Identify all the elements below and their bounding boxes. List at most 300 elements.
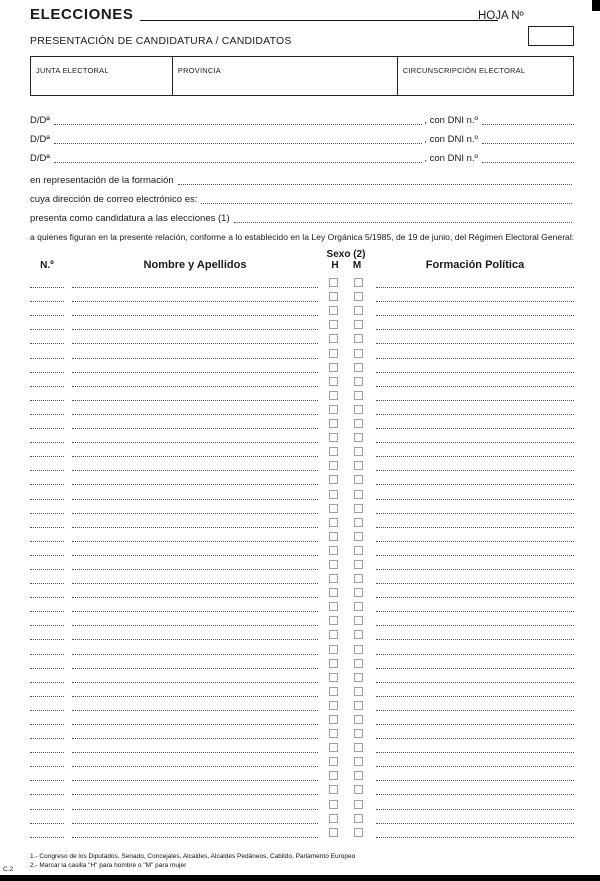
candidate-sex-cell — [324, 616, 368, 626]
sex-h-checkbox[interactable] — [329, 405, 338, 414]
sheet-number-field[interactable] — [528, 26, 574, 46]
sex-m-checkbox[interactable] — [354, 532, 363, 541]
candidate-party-field[interactable] — [376, 657, 574, 669]
candidate-row — [30, 500, 574, 514]
sex-h-checkbox[interactable] — [329, 306, 338, 315]
sex-m-checkbox[interactable] — [354, 504, 363, 513]
sex-h-checkbox[interactable] — [329, 490, 338, 499]
candidate-number-field[interactable] — [30, 389, 64, 401]
candidate-name-field[interactable] — [72, 488, 318, 500]
declarant-line — [30, 107, 574, 126]
candidate-party-field[interactable] — [376, 741, 574, 753]
candidate-sex-cell — [324, 349, 368, 359]
sex-m-checkbox[interactable] — [354, 701, 363, 710]
candidate-name-field[interactable] — [72, 530, 318, 542]
candidate-number-field[interactable] — [30, 600, 64, 612]
candidate-name-field[interactable] — [72, 783, 318, 795]
candidate-row — [30, 528, 574, 542]
candidate-name-field[interactable] — [72, 798, 318, 810]
candidate-row — [30, 542, 574, 556]
candidate-party-field[interactable] — [376, 628, 574, 640]
candidate-number-field[interactable] — [30, 347, 64, 359]
candidate-name-field[interactable] — [72, 347, 318, 359]
declarant-dni-label: , con DNI n.º — [424, 134, 478, 145]
sex-h-checkbox[interactable] — [329, 630, 338, 639]
sex-m-checkbox[interactable] — [354, 800, 363, 809]
sex-m-checkbox[interactable] — [354, 461, 363, 470]
candidate-name-field[interactable] — [72, 628, 318, 640]
candidate-number-field[interactable] — [30, 276, 64, 288]
sex-h-checkbox[interactable] — [329, 645, 338, 654]
candidate-number-field[interactable] — [30, 572, 64, 584]
candidate-name-field[interactable] — [72, 826, 318, 838]
declarant-dni-field[interactable] — [482, 132, 574, 144]
candidate-name-field[interactable] — [72, 417, 318, 429]
sex-h-checkbox[interactable] — [329, 377, 338, 386]
sex-column-header — [324, 249, 368, 271]
candidate-row — [30, 401, 574, 415]
email-label: cuya dirección de correo electrónico es: — [30, 194, 198, 205]
candidate-party-field[interactable] — [376, 445, 574, 457]
candidate-party-field[interactable] — [376, 685, 574, 697]
candidate-party-field[interactable] — [376, 488, 574, 500]
sex-m-checkbox[interactable] — [354, 715, 363, 724]
candidate-sex-cell — [324, 377, 368, 387]
provincia-cell[interactable] — [172, 57, 397, 95]
candidate-name-field[interactable] — [72, 276, 318, 288]
candidate-row — [30, 810, 574, 824]
declarant-name-field[interactable] — [54, 113, 422, 125]
sex-h-checkbox[interactable] — [329, 673, 338, 682]
candidate-name-field[interactable] — [72, 304, 318, 316]
candidate-row — [30, 725, 574, 739]
candidate-number-field[interactable] — [30, 812, 64, 824]
info-table — [30, 56, 574, 96]
sex-m-checkbox[interactable] — [354, 743, 363, 752]
candidate-row — [30, 288, 574, 302]
candidate-party-field[interactable] — [376, 276, 574, 288]
candidate-name-field[interactable] — [72, 473, 318, 485]
candidate-number-field[interactable] — [30, 290, 64, 302]
candidate-row — [30, 485, 574, 499]
statements — [30, 167, 574, 242]
candidate-number-field[interactable] — [30, 713, 64, 725]
candidate-row — [30, 274, 574, 288]
sex-m-checkbox[interactable] — [354, 630, 363, 639]
declarant-name-field[interactable] — [54, 151, 422, 163]
candidate-party-field[interactable] — [376, 431, 574, 443]
candidate-party-field[interactable] — [376, 769, 574, 781]
sex-m-checkbox[interactable] — [354, 447, 363, 456]
candidate-sex-cell — [324, 278, 368, 288]
sex-h-checkbox[interactable] — [329, 771, 338, 780]
candidate-party-field[interactable] — [376, 332, 574, 344]
candidate-row — [30, 669, 574, 683]
sex-h-checkbox[interactable] — [329, 785, 338, 794]
sex-m-checkbox[interactable] — [354, 659, 363, 668]
sex-h-checkbox[interactable] — [329, 334, 338, 343]
sex-m-checkbox[interactable] — [354, 349, 363, 358]
candidate-sex-cell — [324, 363, 368, 373]
email-field[interactable] — [201, 192, 572, 204]
candidate-number-field[interactable] — [30, 727, 64, 739]
sex-m-checkbox[interactable] — [354, 602, 363, 611]
declarant-lines — [30, 107, 574, 164]
sex-m-checkbox[interactable] — [354, 278, 363, 287]
candidate-row — [30, 795, 574, 809]
candidate-number-field[interactable] — [30, 332, 64, 344]
candidate-number-field[interactable] — [30, 544, 64, 556]
sex-header-label: Sexo (2) — [326, 249, 366, 260]
sex-m-checkbox[interactable] — [354, 687, 363, 696]
candidate-number-field[interactable] — [30, 502, 64, 514]
title-underline — [140, 20, 498, 21]
sex-h-checkbox[interactable] — [329, 278, 338, 287]
sex-m-checkbox[interactable] — [354, 645, 363, 654]
name-column-header: Nombre y Apellidos — [143, 259, 247, 271]
candidate-sex-cell — [324, 715, 368, 725]
candidate-sex-cell — [324, 560, 368, 570]
junta-electoral-cell[interactable] — [31, 57, 172, 95]
legal-text: a quienes figuran en la presente relación, conforme a lo establecido en la Ley Orgánica 5/1985, de 19 de junio, del Régimen Electoral General: — [30, 232, 575, 242]
sex-m-checkbox[interactable] — [354, 785, 363, 794]
candidate-row — [30, 302, 574, 316]
declarant-prefix: D/Dª — [30, 115, 50, 126]
circunscripcion-cell[interactable] — [397, 57, 573, 95]
candidate-sex-cell — [324, 292, 368, 302]
form-subtitle: PRESENTACIÓN DE CANDIDATURA / CANDIDATOS — [30, 35, 292, 47]
candidate-name-field[interactable] — [72, 586, 318, 598]
sex-h-checkbox[interactable] — [329, 518, 338, 527]
sex-h-checkbox[interactable] — [329, 687, 338, 696]
candidate-party-field[interactable] — [376, 502, 574, 514]
candidate-party-field[interactable] — [376, 318, 574, 330]
candidate-sex-cell — [324, 630, 368, 640]
sex-m-checkbox[interactable] — [354, 405, 363, 414]
candidate-name-field[interactable] — [72, 502, 318, 514]
sex-m-checkbox[interactable] — [354, 814, 363, 823]
candidate-row — [30, 824, 574, 838]
candidate-number-field[interactable] — [30, 473, 64, 485]
candidate-row — [30, 344, 574, 358]
sex-h-checkbox[interactable] — [329, 461, 338, 470]
sex-h-label: H — [331, 260, 339, 271]
declarant-prefix: D/Dª — [30, 153, 50, 164]
candidate-name-field[interactable] — [72, 671, 318, 683]
candidate-name-field[interactable] — [72, 318, 318, 330]
sex-hm-labels — [324, 260, 368, 271]
candidate-party-field[interactable] — [376, 614, 574, 626]
sex-h-checkbox[interactable] — [329, 828, 338, 837]
candidate-party-field[interactable] — [376, 671, 574, 683]
candidate-name-field[interactable] — [72, 332, 318, 344]
sex-m-checkbox[interactable] — [354, 391, 363, 400]
candidate-name-field[interactable] — [72, 643, 318, 655]
candidate-name-field[interactable] — [72, 361, 318, 373]
candidate-rows — [30, 274, 574, 838]
sex-h-checkbox[interactable] — [329, 602, 338, 611]
candidate-party-field[interactable] — [376, 727, 574, 739]
sex-m-checkbox[interactable] — [354, 419, 363, 428]
candidate-number-field[interactable] — [30, 318, 64, 330]
candidate-name-field[interactable] — [72, 685, 318, 697]
candidate-party-field[interactable] — [376, 530, 574, 542]
bottom-print-bar — [0, 875, 600, 881]
junta-electoral-label: JUNTA ELECTORAL — [36, 66, 109, 75]
candidate-row — [30, 387, 574, 401]
candidate-row — [30, 316, 574, 330]
declarant-dni-label: , con DNI n.º — [424, 115, 478, 126]
sex-h-checkbox[interactable] — [329, 532, 338, 541]
candidate-number-field[interactable] — [30, 798, 64, 810]
candidate-number-field[interactable] — [30, 783, 64, 795]
sex-m-checkbox[interactable] — [354, 490, 363, 499]
sex-h-checkbox[interactable] — [329, 447, 338, 456]
candidate-party-field[interactable] — [376, 516, 574, 528]
sex-h-checkbox[interactable] — [329, 715, 338, 724]
sex-h-checkbox[interactable] — [329, 800, 338, 809]
candidate-sex-cell — [324, 405, 368, 415]
candidate-name-field[interactable] — [72, 290, 318, 302]
sex-h-checkbox[interactable] — [329, 292, 338, 301]
sex-m-checkbox[interactable] — [354, 729, 363, 738]
candidate-number-field[interactable] — [30, 403, 64, 415]
sex-m-checkbox[interactable] — [354, 334, 363, 343]
candidate-number-field[interactable] — [30, 826, 64, 838]
candidate-row — [30, 739, 574, 753]
candidate-number-field[interactable] — [30, 431, 64, 443]
sex-h-checkbox[interactable] — [329, 320, 338, 329]
sex-m-checkbox[interactable] — [354, 320, 363, 329]
sex-m-checkbox[interactable] — [354, 306, 363, 315]
candidate-name-field[interactable] — [72, 741, 318, 753]
candidate-party-field[interactable] — [376, 600, 574, 612]
candidate-number-field[interactable] — [30, 445, 64, 457]
candidate-name-field[interactable] — [72, 403, 318, 415]
candidate-party-field[interactable] — [376, 826, 574, 838]
candidate-name-field[interactable] — [72, 389, 318, 401]
candidate-sex-cell — [324, 306, 368, 316]
representation-line — [30, 167, 574, 186]
sex-m-label: M — [352, 260, 362, 271]
candidate-party-field[interactable] — [376, 572, 574, 584]
candidate-row — [30, 556, 574, 570]
candidate-name-field[interactable] — [72, 755, 318, 767]
sex-m-checkbox[interactable] — [354, 546, 363, 555]
candidate-number-field[interactable] — [30, 558, 64, 570]
sex-h-checkbox[interactable] — [329, 743, 338, 752]
sex-h-checkbox[interactable] — [329, 504, 338, 513]
candidate-sex-cell — [324, 518, 368, 528]
form-header — [30, 6, 574, 30]
candidate-sex-cell — [324, 814, 368, 824]
candidate-row — [30, 655, 574, 669]
candidate-sex-cell — [324, 475, 368, 485]
candidate-name-field[interactable] — [72, 572, 318, 584]
print-registration-mark — [592, 0, 600, 11]
declarant-dni-field[interactable] — [482, 113, 574, 125]
candidate-number-field[interactable] — [30, 699, 64, 711]
candidate-name-field[interactable] — [72, 769, 318, 781]
sex-m-checkbox[interactable] — [354, 828, 363, 837]
sheet-number-block — [478, 6, 574, 46]
sex-h-checkbox[interactable] — [329, 659, 338, 668]
sex-h-checkbox[interactable] — [329, 701, 338, 710]
candidate-sex-cell — [324, 771, 368, 781]
candidate-party-field[interactable] — [376, 713, 574, 725]
candidate-number-field[interactable] — [30, 516, 64, 528]
form-page — [30, 6, 574, 838]
candidate-party-field[interactable] — [376, 783, 574, 795]
candidacy-line — [30, 205, 574, 224]
candidate-number-field[interactable] — [30, 769, 64, 781]
sex-h-checkbox[interactable] — [329, 546, 338, 555]
candidate-party-field[interactable] — [376, 586, 574, 598]
candidate-name-field[interactable] — [72, 600, 318, 612]
candidate-sex-cell — [324, 785, 368, 795]
candidate-party-field[interactable] — [376, 699, 574, 711]
candidate-party-field[interactable] — [376, 290, 574, 302]
candidate-number-field[interactable] — [30, 671, 64, 683]
sex-m-checkbox[interactable] — [354, 560, 363, 569]
candidate-number-field[interactable] — [30, 685, 64, 697]
candidate-name-field[interactable] — [72, 657, 318, 669]
sex-m-checkbox[interactable] — [354, 757, 363, 766]
candidate-number-field[interactable] — [30, 530, 64, 542]
declarant-line — [30, 145, 574, 164]
declarant-name-field[interactable] — [54, 132, 422, 144]
sex-m-checkbox[interactable] — [354, 292, 363, 301]
sex-h-checkbox[interactable] — [329, 391, 338, 400]
sex-m-checkbox[interactable] — [354, 377, 363, 386]
sex-m-checkbox[interactable] — [354, 673, 363, 682]
sex-h-checkbox[interactable] — [329, 363, 338, 372]
candidate-number-field[interactable] — [30, 628, 64, 640]
candidate-number-field[interactable] — [30, 741, 64, 753]
sex-h-checkbox[interactable] — [329, 475, 338, 484]
candidate-number-field[interactable] — [30, 459, 64, 471]
sex-h-checkbox[interactable] — [329, 757, 338, 766]
declarant-prefix: D/Dª — [30, 134, 50, 145]
candidate-name-field[interactable] — [72, 713, 318, 725]
footnotes — [30, 853, 355, 870]
candidate-number-field[interactable] — [30, 304, 64, 316]
candidate-row — [30, 640, 574, 654]
number-column-header: N.º — [40, 260, 54, 271]
sex-m-checkbox[interactable] — [354, 518, 363, 527]
candidate-name-field[interactable] — [72, 558, 318, 570]
candidate-party-field[interactable] — [376, 403, 574, 415]
candidate-name-field[interactable] — [72, 699, 318, 711]
candidate-party-field[interactable] — [376, 304, 574, 316]
declarant-dni-field[interactable] — [482, 151, 574, 163]
sex-h-checkbox[interactable] — [329, 588, 338, 597]
footnote-2: 2.- Marcar la casilla "H" para hombre o "M" para mujer — [30, 861, 187, 869]
candidate-party-field[interactable] — [376, 473, 574, 485]
candidate-number-field[interactable] — [30, 614, 64, 626]
candidate-name-field[interactable] — [72, 516, 318, 528]
sex-m-checkbox[interactable] — [354, 588, 363, 597]
candidate-name-field[interactable] — [72, 727, 318, 739]
sex-m-checkbox[interactable] — [354, 574, 363, 583]
candidates-table-header — [30, 249, 574, 271]
candidate-name-field[interactable] — [72, 445, 318, 457]
provincia-label: PROVINCIA — [177, 66, 221, 75]
candidate-row — [30, 711, 574, 725]
candidate-name-field[interactable] — [72, 544, 318, 556]
candidate-party-field[interactable] — [376, 361, 574, 373]
sex-m-checkbox[interactable] — [354, 475, 363, 484]
sex-h-checkbox[interactable] — [329, 419, 338, 428]
candidate-name-field[interactable] — [72, 812, 318, 824]
candidate-row — [30, 612, 574, 626]
candidate-sex-cell — [324, 320, 368, 330]
candidate-number-field[interactable] — [30, 361, 64, 373]
sex-h-checkbox[interactable] — [329, 616, 338, 625]
representation-field[interactable] — [178, 173, 572, 185]
candidate-sex-cell — [324, 447, 368, 457]
candidate-number-field[interactable] — [30, 755, 64, 767]
candidate-name-field[interactable] — [72, 431, 318, 443]
candidate-number-field[interactable] — [30, 488, 64, 500]
sex-m-checkbox[interactable] — [354, 363, 363, 372]
candidate-number-field[interactable] — [30, 657, 64, 669]
candidate-name-field[interactable] — [72, 614, 318, 626]
candidate-sex-cell — [324, 588, 368, 598]
candidate-party-field[interactable] — [376, 417, 574, 429]
candidate-number-field[interactable] — [30, 375, 64, 387]
email-line — [30, 186, 574, 205]
candidate-sex-cell — [324, 687, 368, 697]
sex-h-checkbox[interactable] — [329, 814, 338, 823]
candidate-name-field[interactable] — [72, 375, 318, 387]
candidate-party-field[interactable] — [376, 347, 574, 359]
candidate-name-field[interactable] — [72, 459, 318, 471]
candidate-row — [30, 626, 574, 640]
candidate-party-field[interactable] — [376, 558, 574, 570]
candidate-party-field[interactable] — [376, 643, 574, 655]
candidacy-field[interactable] — [234, 211, 572, 223]
candidate-sex-cell — [324, 729, 368, 739]
candidate-party-field[interactable] — [376, 544, 574, 556]
sex-h-checkbox[interactable] — [329, 560, 338, 569]
candidate-row — [30, 697, 574, 711]
candidate-number-field[interactable] — [30, 417, 64, 429]
circunscripcion-label: CIRCUNSCRIPCIÓN ELECTORAL — [402, 66, 526, 75]
candidate-party-field[interactable] — [376, 389, 574, 401]
candidate-number-field[interactable] — [30, 643, 64, 655]
candidate-party-field[interactable] — [376, 459, 574, 471]
sex-h-checkbox[interactable] — [329, 349, 338, 358]
sex-h-checkbox[interactable] — [329, 433, 338, 442]
declarant-dni-label: , con DNI n.º — [424, 153, 478, 164]
sex-m-checkbox[interactable] — [354, 771, 363, 780]
candidate-party-field[interactable] — [376, 798, 574, 810]
candidate-party-field[interactable] — [376, 755, 574, 767]
candidate-row — [30, 471, 574, 485]
sex-m-checkbox[interactable] — [354, 433, 363, 442]
candidate-party-field[interactable] — [376, 812, 574, 824]
form-code: C.2 — [3, 866, 14, 873]
candidate-number-field[interactable] — [30, 586, 64, 598]
candidate-row — [30, 767, 574, 781]
candidate-party-field[interactable] — [376, 375, 574, 387]
candidate-sex-cell — [324, 419, 368, 429]
sex-h-checkbox[interactable] — [329, 729, 338, 738]
sex-m-checkbox[interactable] — [354, 616, 363, 625]
sex-h-checkbox[interactable] — [329, 574, 338, 583]
candidate-row — [30, 781, 574, 795]
